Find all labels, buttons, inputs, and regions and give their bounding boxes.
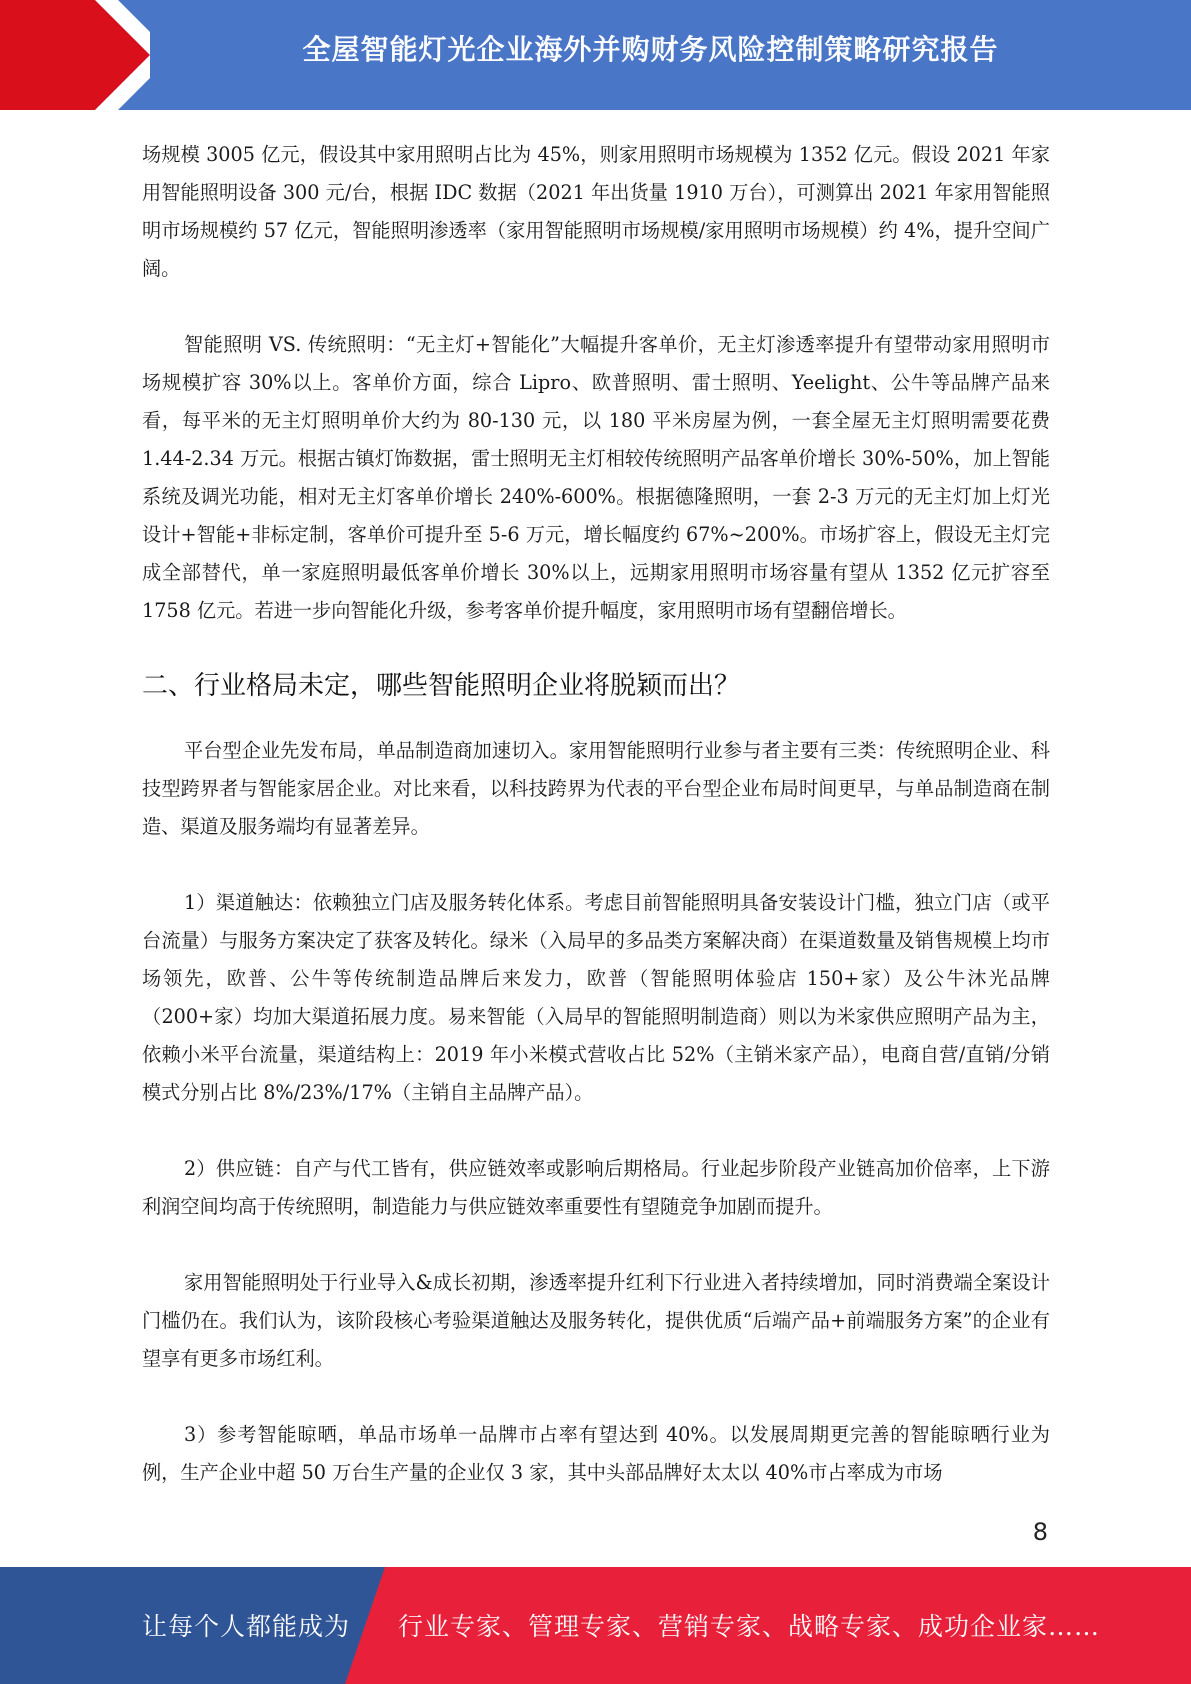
paragraph-platform-enterprises: 平台型企业先发布局，单品制造商加速切入。家用智能照明行业参与者主要有三类：传统照明企业、科技型跨界者与智能家居企业。对比来看，以科技跨界为代表的平台型企业布局时间更早，与单品制造商在制造、渠道及服务端均有显著差异。 bbox=[142, 739, 1050, 838]
paragraph-supply-chain: 2）供应链：自产与代工皆有，供应链效率或影响后期格局。行业起步阶段产业链高加价倍率，上下游利润空间均高于传统照明，制造能力与供应链效率重要性有望随竞争加剧而提升。 bbox=[142, 1157, 1050, 1218]
footer-slogan-right: 行业专家、管理专家、营销专家、战略专家、成功企业家…… bbox=[398, 1612, 1101, 1641]
paragraph-smart-vs-traditional: 智能照明 VS. 传统照明：“无主灯+智能化”大幅提升客单价，无主灯渗透率提升有望带动家用照明市场规模扩容 30%以上。客单价方面，综合 Lipro、欧普照明、雷士照明、Yeelight、公牛等品牌产品来看，每平米的无主灯照明单价大约为 80-130 元，以 180 平米房屋为例，一套全屋无主灯照明需要花费 1.44-2.34 万元。根据古镇灯饰数据，雷士照明无主灯相较传统照明产品客单价增长 30%-50%，加上智能系统及调光功能，相对无主灯客单价增长 240%-600%。根据德隆照明，一套 2-3 万元的无主灯加上灯光设计+智能+非标定制，客单价可提升至 5-6 万元，增长幅度约 67%~200%。市场扩容上，假设无主灯完成全部替代，单一家庭照明最低客单价增长 30%以上，远期家用照明市场容量有望从 1352 亿元扩容至 1758 亿元。若进一步向智能化升级，参考客单价提升幅度，家用照明市场有望翻倍增长。 bbox=[142, 333, 1050, 622]
page-number: 8 bbox=[1032, 1518, 1048, 1546]
page-header bbox=[0, 0, 1191, 110]
paragraph-channel-reach: 1）渠道触达：依赖独立门店及服务转化体系。考虑目前智能照明具备安装设计门槛，独立门店（或平台流量）与服务方案决定了获客及转化。绿米（入局早的多品类方案解决商）在渠道数量及销售规模上均市场领先，欧普、公牛等传统制造品牌后来发力，欧普（智能照明体验店 150+家）及公牛沐光品牌（200+家）均加大渠道拓展力度。易来智能（入局早的智能照明制造商）则以为米家供应照明产品为主，依赖小米平台流量，渠道结构上：2019 年小米模式营收占比 52%（主销米家产品），电商自营/直销/分销模式分别占比 8%/23%/17%（主销自主品牌产品）。 bbox=[142, 891, 1050, 1104]
main-content bbox=[142, 136, 1050, 1492]
paragraph-smart-drying: 3）参考智能晾晒，单品市场单一品牌市占率有望达到 40%。以发展周期更完善的智能晾晒行业为例，生产企业中超 50 万台生产量的企业仅 3 家，其中头部品牌好太太以 40%市占率成为市场 bbox=[142, 1423, 1050, 1484]
paragraph-industry-stage: 家用智能照明处于行业导入&成长初期，渗透率提升红利下行业进入者持续增加，同时消费端全案设计门槛仍在。我们认为，该阶段核心考验渠道触达及服务转化，提供优质“后端产品+前端服务方案”的企业有望享有更多市场红利。 bbox=[142, 1271, 1050, 1370]
paragraph-market-size: 场规模 3005 亿元，假设其中家用照明占比为 45%，则家用照明市场规模为 1352 亿元。假设 2021 年家用智能照明设备 300 元/台，根据 IDC 数据（2021 年出货量 1910 万台），可测算出 2021 年家用智能照明市场规模约 57 亿元，智能照明渗透率（家用智能照明市场规模/家用照明市场规模）约 4%，提升空间广阔。 bbox=[142, 143, 1050, 280]
footer-slogan-left: 让每个人都能成为 bbox=[142, 1612, 351, 1641]
report-title: 全屋智能灯光企业海外并购财务风险控制策略研究报告 bbox=[302, 33, 999, 66]
section-heading: 二、行业格局未定，哪些智能照明企业将脱颖而出？ bbox=[142, 671, 741, 701]
page-footer bbox=[0, 1567, 1191, 1684]
